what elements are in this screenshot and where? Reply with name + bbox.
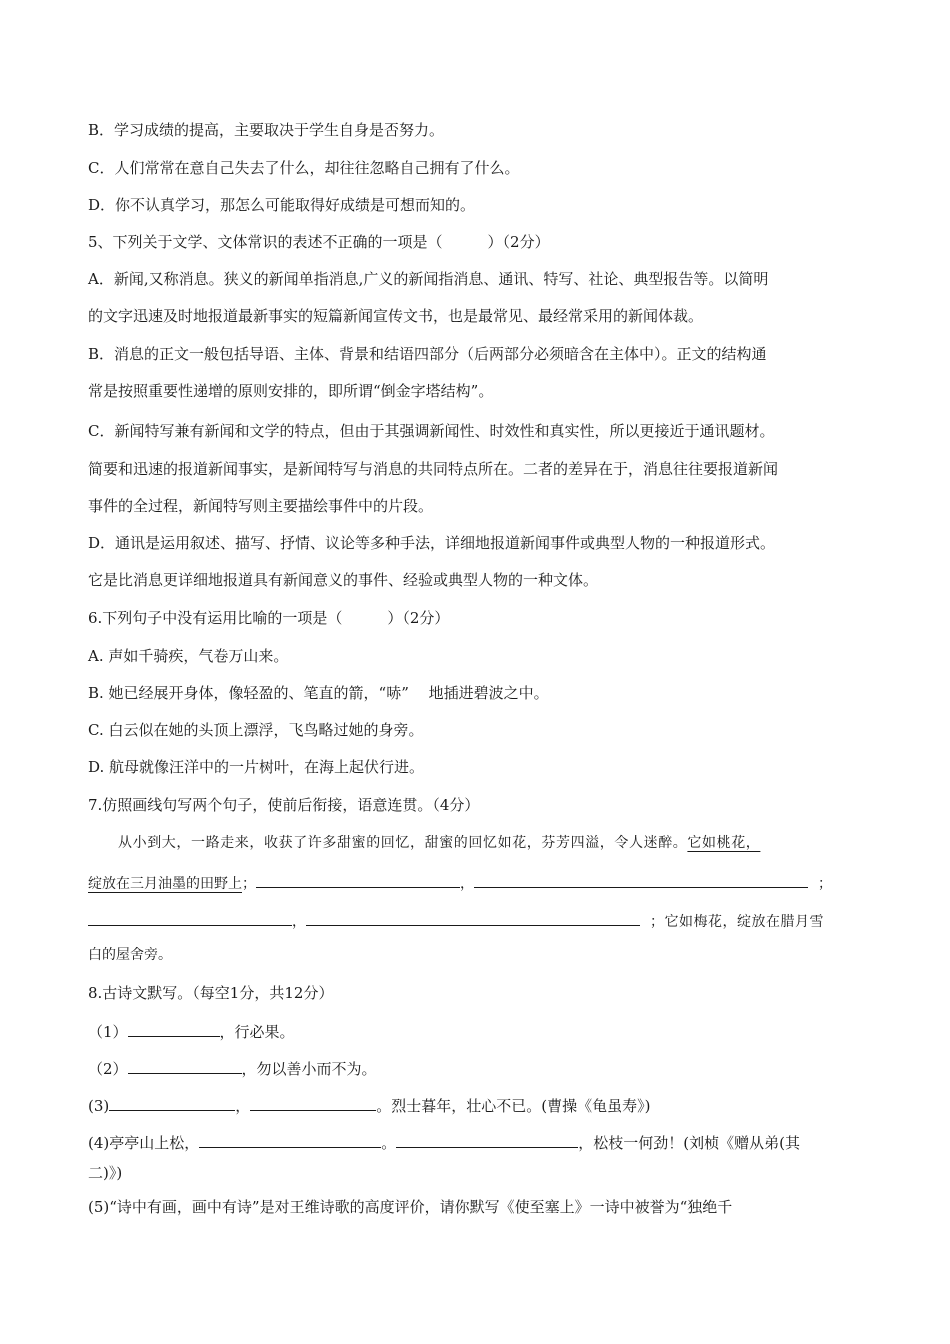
q8-item-4-continued: 二)》) (88, 1164, 123, 1182)
q7-passage-line4: 白的屋舍旁。 (88, 947, 172, 963)
q6-option-d: D. 航母就像汪洋中的一片树叶，在海上起伏行进。 (88, 758, 425, 776)
q5-option-c-line1: C．新闻特写兼有新闻和文学的特点，但由于其强调新闻性、时效性和真实性，所以更接近于通讯题材。 (88, 422, 775, 440)
q7-comma: ， (460, 876, 474, 892)
q7-passage-line1 (118, 833, 760, 853)
q8-item-3-comma: ， (235, 1097, 251, 1115)
q8-blank-3[interactable] (109, 1094, 235, 1111)
q5-option-c-line3: 事件的全过程，新闻特写则主要描绘事件中的片段。 (88, 497, 434, 515)
q8-item-4 (88, 1131, 800, 1153)
q7-stem: 7.仿照画线句写两个句子，使前后衔接，语意连贯。（4分） (88, 796, 480, 814)
q8-item-3-label: (3) (88, 1097, 110, 1115)
q8-item-2-label: （2） (88, 1060, 128, 1078)
q7-semicolon: ； (242, 876, 256, 892)
q8-item-1-text: ，行必果。 (219, 1023, 295, 1041)
q6-stem: 6.下列句子中没有运用比喻的一项是（ ）（2分） (88, 609, 450, 627)
q8-blank-2[interactable] (128, 1057, 242, 1074)
q8-blank-6[interactable] (396, 1131, 578, 1148)
q7-passage-tail: ；它如梅花，绽放在腊月雪 (650, 914, 824, 930)
q5-option-c-line2: 简要和迅速的报道新闻事实，是新闻特写与消息的共同特点所在。二者的差异在于，消息往往要报道新闻 (88, 460, 779, 478)
q8-stem: 8.古诗文默写。（每空1分，共12分） (88, 984, 334, 1002)
q5-stem: 5、下列关于文学、文体常识的表述不正确的一项是（ ）（2分） (88, 233, 550, 251)
q4-option-b: B．学习成绩的提高，主要取决于学生自身是否努力。 (88, 121, 445, 139)
q8-item-4-period: 。 (381, 1134, 397, 1152)
q5-option-d-line2: 它是比消息更详细地报道具有新闻意义的事件、经验或典型人物的一种文体。 (88, 571, 599, 589)
q5-option-b-line1: B．消息的正文一般包括导语、主体、背景和结语四部分（后两部分必须暗含在主体中）。正文的结构通 (88, 345, 767, 363)
q7-passage-text: 从小到大，一路走来，收获了许多甜蜜的回忆，甜蜜的回忆如花，芬芳四溢，令人迷醉。 (118, 835, 688, 851)
q8-item-2 (88, 1057, 377, 1079)
q6-option-c: C. 白云似在她的头顶上漂浮，飞鸟略过她的身旁。 (88, 721, 424, 739)
q8-item-3 (88, 1094, 650, 1116)
q7-blank-2[interactable] (474, 871, 808, 888)
q8-blank-5[interactable] (199, 1131, 381, 1148)
q5-option-d-line1: D．通讯是运用叙述、描写、抒情、议论等多种手法，详细地报道新闻事件或典型人物的一种报道形式。 (88, 534, 776, 552)
q6-option-b: B. 她已经展开身体，像轻盈的、笔直的箭，“哧” 地插进碧波之中。 (88, 684, 549, 702)
q7-blank-1[interactable] (256, 871, 460, 888)
q8-item-1 (88, 1020, 295, 1042)
q8-item-5: (5)“诗中有画，画中有诗”是对王维诗歌的高度评价，请你默写《使至塞上》一诗中被誉为“独绝千 (88, 1198, 733, 1216)
q5-option-b-line2: 常是按照重要性递增的原则安排的，即所谓“倒金字塔结构”。 (88, 382, 494, 400)
q5-option-a-line1: A．新闻,又称消息。狭义的新闻单指消息,广义的新闻指消息、通讯、特写、社论、典型报告等。以简明 (88, 270, 769, 288)
q8-blank-1[interactable] (128, 1020, 220, 1037)
q8-blank-4[interactable] (250, 1094, 376, 1111)
q7-underlined-sentence-start: 它如桃花， (687, 835, 761, 851)
q8-item-1-label: （1） (88, 1023, 128, 1041)
q8-item-4-text: ，松枝一何劲！(刘桢《赠从弟(其 (578, 1134, 800, 1152)
q6-option-a: A. 声如千骑疾，气卷万山来。 (88, 647, 289, 665)
q7-semicolon-2: ； (818, 876, 832, 892)
q7-underlined-sentence-end: 绽放在三月油墨的田野上 (88, 876, 242, 892)
q7-passage-line3 (88, 909, 824, 932)
q7-passage-line2 (88, 871, 832, 894)
q8-item-3-text: 。烈士暮年，壮心不已。(曹操《龟虽寿》) (376, 1097, 651, 1115)
q4-option-d: D．你不认真学习，那怎么可能取得好成绩是可想而知的。 (88, 196, 476, 214)
q8-item-2-text: ，勿以善小而不为。 (241, 1060, 377, 1078)
q7-blank-4[interactable] (306, 909, 640, 926)
q7-comma-2: ， (292, 914, 306, 930)
q4-option-c: C．人们常常在意自己失去了什么，却往往忽略自己拥有了什么。 (88, 159, 520, 177)
q5-option-a-line2: 的文字迅速及时地报道最新事实的短篇新闻宣传文书，也是最常见、最经常采用的新闻体裁。 (88, 307, 704, 325)
q7-blank-3[interactable] (88, 909, 292, 926)
q8-item-4-head: (4)亭亭山上松， (88, 1134, 200, 1152)
